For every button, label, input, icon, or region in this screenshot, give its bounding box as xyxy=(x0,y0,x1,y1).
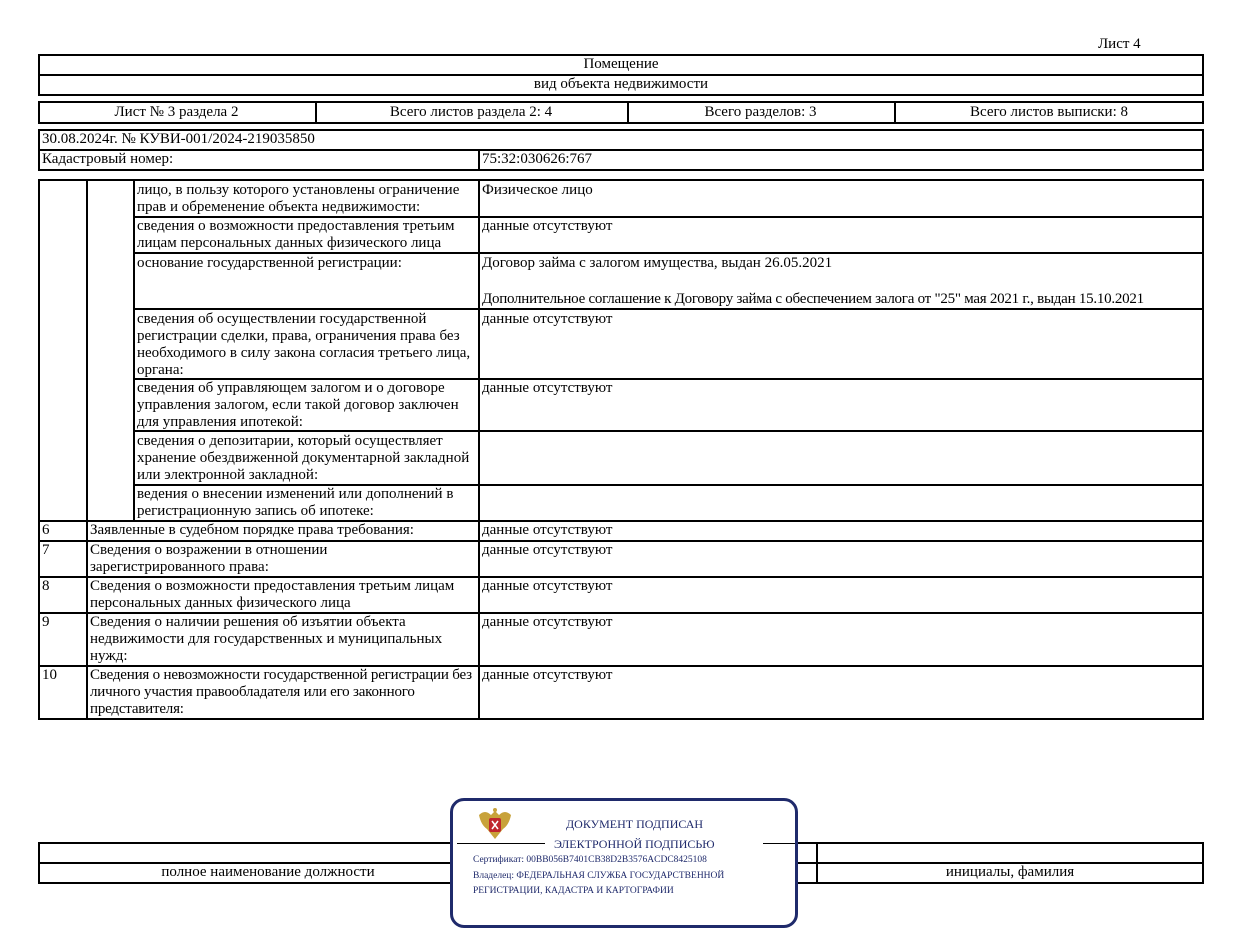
sub-row-value: Физическое лицо xyxy=(482,182,593,198)
row-value: данные отсутствуют xyxy=(482,578,613,594)
row-number: 9 xyxy=(42,614,50,630)
cadastral-label: Кадастровый номер: xyxy=(42,151,174,167)
stamp-certificate: Сертификат: 00BB056B7401CB38D2B3576ACDC8425108 xyxy=(473,855,707,865)
name-label: инициалы, фамилия xyxy=(945,864,1075,880)
sub-row-label: сведения о депозитарии, который осуществляет хранение обездвиженной документарной закладной или электронной закладной: xyxy=(137,433,470,483)
sub-row-label: сведения об управляющем залогом и о договоре управления залогом, если такой договор заключен для управления ипотекой: xyxy=(137,380,459,430)
sheet-number: Лист 4 xyxy=(1098,36,1141,52)
extract-sheets-total: Всего листов выписки: 8 xyxy=(970,104,1128,120)
object-subtitle: вид объекта недвижимости xyxy=(533,76,709,92)
coat-of-arms-icon xyxy=(475,805,515,845)
object-title: Помещение xyxy=(583,56,659,72)
row-number: 8 xyxy=(42,578,50,594)
row-label: Сведения о возражении в отношении зарегистрированного права: xyxy=(90,542,328,575)
stamp-title-line2: ЭЛЕКТРОННОЙ ПОДПИСЬЮ xyxy=(554,837,715,851)
sub-row-label: лицо, в пользу которого установлены ограничение прав и обременение объекта недвижимости: xyxy=(137,182,460,215)
electronic-signature-stamp xyxy=(450,798,798,928)
row-label: Сведения о наличии решения об изъятии объекта недвижимости для государственных и муниципальных нужд: xyxy=(90,614,443,664)
divider xyxy=(133,308,1204,310)
sub-row-value: Договор займа с залогом имущества, выдан 26.05.2021 xyxy=(482,255,833,271)
position-label: полное наименование должности xyxy=(161,864,375,880)
row-label: Сведения о невозможности государственной регистрации без личного участия правообладателя или его законного представителя: xyxy=(90,667,472,717)
sub-row-label: основание государственной регистрации: xyxy=(137,255,402,271)
record-date-number: 30.08.2024г. № КУВИ-001/2024-219035850 xyxy=(42,131,315,147)
row-number: 10 xyxy=(42,667,57,683)
sub-row-label: ведения о внесении изменений или дополнений в регистрационную запись об ипотеке: xyxy=(137,486,454,519)
row-label: Заявленные в судебном порядке права требования: xyxy=(90,522,414,538)
row-number: 6 xyxy=(42,522,50,538)
sub-row-value: данные отсутствуют xyxy=(482,218,613,234)
sub-row-value-secondary: Дополнительное соглашение к Договору займа с обеспечением залога от "25" мая 2021 г., выдан 15.10.2021 xyxy=(482,291,1144,307)
divider xyxy=(133,252,1204,254)
row-label: Сведения о возможности предоставления третьим лицам персональных данных физического лица xyxy=(90,578,455,611)
cadastral-number: 75:32:030626:767 xyxy=(482,151,593,167)
stamp-owner-line2: РЕГИСТРАЦИИ, КАДАСТРА И КАРТОГРАФИИ xyxy=(473,886,674,896)
stamp-rule xyxy=(457,843,545,844)
sections-total: Всего разделов: 3 xyxy=(704,104,817,120)
row-value: данные отсутствуют xyxy=(482,522,613,538)
sheet-of-section: Лист № 3 раздела 2 xyxy=(114,104,239,120)
stamp-owner: Владелец: ФЕДЕРАЛЬНАЯ СЛУЖБА ГОСУДАРСТВЕННОЙ xyxy=(473,871,725,881)
section-sheets-total: Всего листов раздела 2: 4 xyxy=(389,104,553,120)
divider xyxy=(478,149,480,171)
sub-row-value: данные отсутствуют xyxy=(482,311,613,327)
sub-row-label: сведения о возможности предоставления третьим лицам персональных данных физического лица xyxy=(137,218,455,251)
sub-row-label: сведения об осуществлении государственной регистрации сделки, права, ограничения права без необходимого в силу закона согласия третьего лица, органа: xyxy=(137,311,471,378)
stamp-rule xyxy=(763,843,798,844)
divider xyxy=(38,149,1204,151)
stamp-title-line1: ДОКУМЕНТ ПОДПИСАН xyxy=(566,817,704,831)
row-value: данные отсутствуют xyxy=(482,614,613,630)
row-value: данные отсутствуют xyxy=(482,667,613,683)
sub-row-value: данные отсутствуют xyxy=(482,380,613,396)
row-value: данные отсутствуют xyxy=(482,542,613,558)
row-number: 7 xyxy=(42,542,50,558)
